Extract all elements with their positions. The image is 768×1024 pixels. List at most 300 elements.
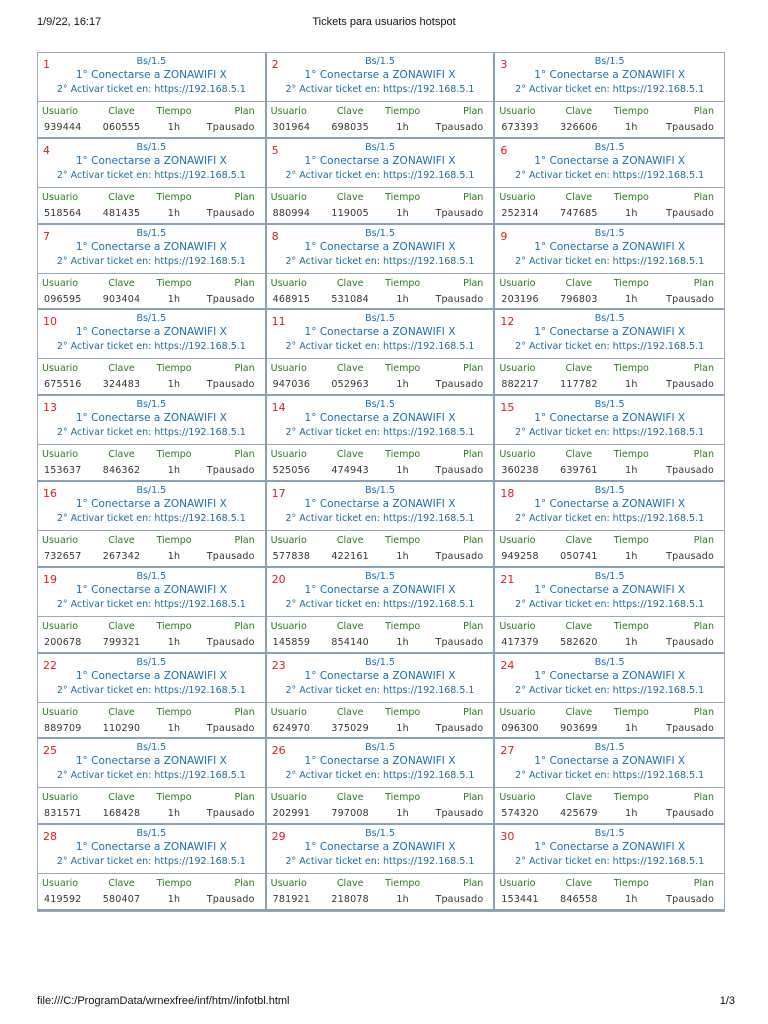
ticket-time: 1h — [625, 551, 638, 562]
ticket-plan: Tpausado — [435, 379, 484, 391]
column-header-tiempo: Tiempo — [613, 191, 649, 203]
ticket-user: 252314 — [501, 207, 539, 219]
ticket-plan: Tpausado — [206, 551, 255, 562]
ticket-plan: Tpausado — [206, 207, 255, 219]
column-header-plan: Plan — [234, 878, 255, 890]
ticket-card — [495, 396, 724, 482]
column-header-plan: Plan — [234, 792, 255, 804]
ticket-password: 117782 — [560, 379, 598, 391]
column-header-plan: Plan — [234, 277, 255, 289]
ticket-number: 26 — [271, 744, 286, 758]
column-header-clave: Clave — [336, 792, 364, 804]
ticket-activate-instruction: 2° Activar ticket en: https://192.168.5.1 — [285, 856, 475, 868]
ticket-activate-instruction: 2° Activar ticket en: https://192.168.5.1 — [515, 770, 705, 782]
ticket-header — [267, 739, 494, 787]
column-header-plan: Plan — [463, 277, 484, 289]
column-header-plan: Plan — [463, 191, 484, 203]
ticket-column-headers — [495, 192, 724, 203]
ticket-column-headers — [267, 707, 494, 718]
ticket-column-headers — [38, 707, 265, 718]
ticket-plan: Tpausado — [666, 293, 714, 305]
page-number: 1/3 — [719, 995, 735, 1007]
ticket-time: 1h — [396, 551, 409, 562]
column-header-clave: Clave — [565, 277, 593, 289]
ticket-password: 846362 — [102, 465, 141, 477]
column-header-tiempo: Tiempo — [613, 449, 649, 461]
ticket-number: 25 — [43, 744, 57, 758]
column-header-tiempo: Tiempo — [385, 706, 421, 718]
ticket-column-headers — [267, 792, 494, 803]
ticket-number: 20 — [271, 572, 286, 586]
column-header-clave: Clave — [336, 191, 364, 203]
ticket-price: Bs/1.5 — [136, 656, 167, 668]
ticket-column-headers — [267, 449, 494, 460]
ticket-card — [38, 53, 267, 139]
ticket-column-headers — [495, 363, 724, 374]
ticket-card — [495, 139, 724, 225]
ticket-price: Bs/1.5 — [594, 141, 625, 153]
ticket-header — [38, 568, 265, 616]
column-header-plan: Plan — [693, 106, 714, 117]
ticket-connect-instruction: 1° Conectarse a ZONAWIFI X — [304, 240, 456, 253]
ticket-header — [38, 396, 265, 444]
ticket-connect-instruction: 1° Conectarse a ZONAWIFI X — [75, 412, 227, 425]
ticket-price: Bs/1.5 — [136, 485, 167, 496]
ticket-password: 050741 — [560, 551, 598, 562]
column-header-plan: Plan — [693, 706, 714, 718]
ticket-password: 797008 — [331, 808, 369, 820]
ticket-activate-instruction: 2° Activar ticket en: https://192.168.5.1 — [285, 255, 475, 267]
ticket-connect-instruction: 1° Conectarse a ZONAWIFI X — [304, 412, 456, 425]
ticket-user: 673393 — [501, 122, 539, 133]
ticket-user: 096300 — [501, 722, 539, 734]
ticket-column-headers — [267, 106, 494, 117]
ticket-connect-instruction: 1° Conectarse a ZONAWIFI X — [75, 583, 227, 596]
ticket-card — [38, 739, 267, 825]
ticket-plan: Tpausado — [206, 808, 255, 820]
ticket-plan: Tpausado — [435, 636, 484, 648]
ticket-column-headers — [495, 535, 724, 546]
ticket-activate-instruction: 2° Activar ticket en: https://192.168.5.1 — [515, 255, 705, 267]
ticket-activate-instruction: 2° Activar ticket en: https://192.168.5.1 — [515, 684, 705, 696]
ticket-divider — [495, 187, 724, 188]
ticket-price: Bs/1.5 — [136, 141, 167, 153]
ticket-activate-instruction: 2° Activar ticket en: https://192.168.5.1 — [285, 770, 475, 782]
ticket-number: 2 — [271, 58, 279, 71]
ticket-divider — [267, 444, 494, 445]
column-header-usuario: Usuario — [270, 449, 307, 461]
ticket-activate-instruction: 2° Activar ticket en: https://192.168.5.1 — [285, 427, 475, 439]
column-header-usuario: Usuario — [42, 277, 79, 289]
ticket-user: 153441 — [501, 894, 539, 906]
ticket-number: 27 — [500, 744, 515, 758]
column-header-clave: Clave — [336, 363, 364, 375]
ticket-divider — [267, 702, 494, 703]
ticket-header — [495, 654, 724, 702]
ticket-connect-instruction: 1° Conectarse a ZONAWIFI X — [304, 498, 456, 510]
ticket-divider — [495, 444, 724, 445]
ticket-card — [495, 825, 724, 911]
ticket-divider — [38, 616, 265, 617]
ticket-values — [495, 122, 724, 133]
ticket-number: 23 — [271, 658, 286, 672]
ticket-values — [495, 208, 724, 219]
ticket-user: 525056 — [272, 465, 311, 477]
ticket-time: 1h — [625, 636, 638, 648]
ticket-values — [38, 723, 265, 734]
column-header-plan: Plan — [693, 620, 714, 632]
column-header-tiempo: Tiempo — [156, 191, 192, 203]
column-header-usuario: Usuario — [42, 792, 79, 804]
ticket-values — [267, 122, 494, 133]
ticket-plan: Tpausado — [435, 894, 484, 906]
ticket-password: 698035 — [331, 122, 369, 133]
ticket-column-headers — [495, 278, 724, 289]
column-header-plan: Plan — [693, 363, 714, 375]
ticket-connect-instruction: 1° Conectarse a ZONAWIFI X — [534, 69, 686, 81]
ticket-user: 301964 — [272, 122, 311, 133]
column-header-clave: Clave — [565, 106, 593, 117]
column-header-tiempo: Tiempo — [156, 706, 192, 718]
ticket-header — [495, 739, 724, 787]
ticket-connect-instruction: 1° Conectarse a ZONAWIFI X — [534, 755, 686, 768]
column-header-tiempo: Tiempo — [385, 878, 421, 890]
ticket-plan: Tpausado — [666, 465, 714, 477]
ticket-number: 3 — [500, 58, 508, 71]
ticket-number: 1 — [43, 58, 50, 71]
ticket-connect-instruction: 1° Conectarse a ZONAWIFI X — [75, 669, 227, 682]
ticket-connect-instruction: 1° Conectarse a ZONAWIFI X — [534, 841, 686, 854]
ticket-password: 218078 — [331, 894, 369, 906]
ticket-price: Bs/1.5 — [136, 399, 167, 411]
ticket-header — [495, 482, 724, 530]
ticket-price: Bs/1.5 — [365, 56, 395, 67]
ticket-card — [267, 654, 496, 740]
ticket-user: 360238 — [501, 465, 539, 477]
ticket-connect-instruction: 1° Conectarse a ZONAWIFI X — [75, 69, 227, 81]
ticket-password: 854140 — [331, 636, 369, 648]
ticket-divider — [495, 616, 724, 617]
ticket-divider — [495, 358, 724, 359]
ticket-divider — [495, 873, 724, 874]
ticket-number: 9 — [500, 229, 508, 243]
column-header-clave: Clave — [108, 449, 135, 461]
ticket-values — [267, 894, 494, 905]
ticket-time: 1h — [625, 293, 638, 305]
ticket-number: 30 — [500, 830, 515, 844]
ticket-password: 052963 — [331, 379, 369, 391]
ticket-plan: Tpausado — [435, 293, 484, 305]
column-header-usuario: Usuario — [270, 792, 307, 804]
ticket-user: 574320 — [501, 808, 539, 820]
column-header-usuario: Usuario — [42, 878, 79, 890]
ticket-divider — [495, 702, 724, 703]
ticket-number: 19 — [43, 572, 57, 586]
column-header-usuario: Usuario — [42, 363, 79, 375]
ticket-connect-instruction: 1° Conectarse a ZONAWIFI X — [534, 498, 686, 510]
column-header-plan: Plan — [463, 449, 484, 461]
column-header-usuario: Usuario — [270, 535, 307, 546]
ticket-card — [267, 825, 496, 911]
ticket-values — [38, 808, 265, 819]
ticket-values — [267, 551, 494, 562]
ticket-card — [495, 310, 724, 396]
ticket-price: Bs/1.5 — [365, 485, 395, 496]
ticket-activate-instruction: 2° Activar ticket en: https://192.168.5.1 — [285, 598, 475, 610]
ticket-activate-instruction: 2° Activar ticket en: https://192.168.5.1 — [515, 598, 705, 610]
ticket-password: 119005 — [331, 207, 369, 219]
ticket-price: Bs/1.5 — [594, 485, 625, 496]
ticket-column-headers — [38, 192, 265, 203]
ticket-time: 1h — [167, 894, 181, 906]
ticket-values — [267, 379, 494, 390]
column-header-usuario: Usuario — [270, 878, 307, 890]
ticket-price: Bs/1.5 — [594, 570, 625, 582]
column-header-usuario: Usuario — [42, 706, 79, 718]
ticket-user: 732657 — [44, 551, 82, 562]
ticket-header — [38, 825, 265, 873]
ticket-number: 5 — [271, 143, 279, 157]
ticket-values — [267, 723, 494, 734]
ticket-header — [267, 225, 494, 273]
ticket-activate-instruction: 2° Activar ticket en: https://192.168.5.1 — [515, 84, 705, 95]
print-datetime: 1/9/22, 16:17 — [37, 16, 102, 28]
ticket-number: 11 — [271, 315, 286, 329]
column-header-clave: Clave — [565, 363, 593, 375]
ticket-plan: Tpausado — [435, 207, 484, 219]
ticket-divider — [267, 187, 494, 188]
ticket-grid — [37, 52, 725, 912]
ticket-time: 1h — [167, 551, 181, 562]
ticket-values — [495, 723, 724, 734]
column-header-clave: Clave — [108, 363, 135, 375]
ticket-values — [495, 808, 724, 819]
ticket-divider — [267, 358, 494, 359]
ticket-divider — [38, 444, 265, 445]
column-header-clave: Clave — [108, 277, 135, 289]
ticket-plan: Tpausado — [666, 722, 714, 734]
ticket-column-headers — [267, 192, 494, 203]
ticket-user: 202991 — [272, 808, 311, 820]
column-header-usuario: Usuario — [499, 792, 536, 804]
ticket-card — [38, 482, 267, 568]
ticket-user: 947036 — [272, 379, 311, 391]
ticket-password: 324483 — [102, 379, 141, 391]
ticket-time: 1h — [396, 636, 409, 648]
ticket-header — [495, 53, 724, 101]
ticket-column-headers — [38, 106, 265, 117]
ticket-time: 1h — [396, 465, 409, 477]
ticket-connect-instruction: 1° Conectarse a ZONAWIFI X — [75, 755, 227, 768]
ticket-column-headers — [38, 878, 265, 889]
column-header-clave: Clave — [565, 620, 593, 632]
ticket-plan: Tpausado — [666, 808, 714, 820]
ticket-user: 624970 — [272, 722, 311, 734]
column-header-tiempo: Tiempo — [156, 878, 192, 890]
ticket-activate-instruction: 2° Activar ticket en: https://192.168.5.1 — [285, 84, 475, 95]
column-header-clave: Clave — [565, 191, 593, 203]
ticket-card — [38, 310, 267, 396]
ticket-activate-instruction: 2° Activar ticket en: https://192.168.5.1 — [56, 513, 246, 524]
ticket-column-headers — [267, 363, 494, 374]
ticket-header — [267, 310, 494, 358]
ticket-price: Bs/1.5 — [365, 656, 395, 668]
ticket-divider — [495, 101, 724, 102]
column-header-plan: Plan — [463, 620, 484, 632]
ticket-connect-instruction: 1° Conectarse a ZONAWIFI X — [304, 583, 456, 596]
ticket-values — [38, 379, 265, 390]
ticket-number: 24 — [500, 658, 515, 672]
ticket-activate-instruction: 2° Activar ticket en: https://192.168.5.1 — [56, 84, 246, 95]
ticket-plan: Tpausado — [435, 465, 484, 477]
ticket-header — [38, 654, 265, 702]
column-header-tiempo: Tiempo — [613, 792, 649, 804]
ticket-column-headers — [495, 707, 724, 718]
column-header-tiempo: Tiempo — [385, 620, 421, 632]
column-header-clave: Clave — [108, 878, 135, 890]
ticket-values — [38, 465, 265, 476]
ticket-card — [267, 396, 496, 482]
column-header-usuario: Usuario — [42, 620, 79, 632]
ticket-divider — [267, 101, 494, 102]
column-header-usuario: Usuario — [270, 191, 307, 203]
ticket-password: 639761 — [560, 465, 598, 477]
ticket-user: 203196 — [501, 293, 539, 305]
ticket-password: 060555 — [102, 122, 141, 133]
ticket-plan: Tpausado — [666, 379, 714, 391]
column-header-usuario: Usuario — [270, 277, 307, 289]
column-header-plan: Plan — [234, 191, 255, 203]
column-header-tiempo: Tiempo — [613, 535, 649, 546]
ticket-divider — [495, 273, 724, 274]
ticket-number: 8 — [271, 229, 279, 243]
ticket-price: Bs/1.5 — [136, 742, 167, 754]
column-header-tiempo: Tiempo — [385, 449, 421, 461]
ticket-header — [495, 225, 724, 273]
ticket-header — [38, 310, 265, 358]
ticket-header — [38, 139, 265, 187]
ticket-number: 6 — [500, 143, 508, 157]
ticket-activate-instruction: 2° Activar ticket en: https://192.168.5.1 — [56, 341, 246, 353]
ticket-number: 18 — [500, 487, 515, 500]
ticket-password: 422161 — [331, 551, 369, 562]
ticket-column-headers — [267, 621, 494, 632]
ticket-values — [267, 465, 494, 476]
column-header-clave: Clave — [336, 277, 364, 289]
ticket-column-headers — [38, 621, 265, 632]
column-header-tiempo: Tiempo — [156, 363, 192, 375]
column-header-plan: Plan — [693, 792, 714, 804]
ticket-card — [38, 396, 267, 482]
column-header-tiempo: Tiempo — [613, 363, 649, 375]
ticket-activate-instruction: 2° Activar ticket en: https://192.168.5.1 — [285, 513, 475, 524]
ticket-card — [38, 654, 267, 740]
ticket-connect-instruction: 1° Conectarse a ZONAWIFI X — [534, 240, 686, 253]
column-header-clave: Clave — [336, 620, 364, 632]
ticket-column-headers — [495, 878, 724, 889]
column-header-usuario: Usuario — [270, 106, 307, 117]
ticket-number: 28 — [43, 830, 57, 844]
column-header-clave: Clave — [565, 792, 593, 804]
column-header-tiempo: Tiempo — [156, 106, 192, 117]
ticket-price: Bs/1.5 — [594, 656, 625, 668]
ticket-column-headers — [495, 449, 724, 460]
column-header-plan: Plan — [463, 706, 484, 718]
page-title: Tickets para usuarios hotspot — [312, 16, 456, 28]
ticket-password: 425679 — [560, 808, 598, 820]
ticket-time: 1h — [167, 293, 181, 305]
ticket-card — [38, 825, 267, 911]
ticket-card — [495, 654, 724, 740]
ticket-price: Bs/1.5 — [365, 828, 395, 840]
ticket-price: Bs/1.5 — [365, 570, 395, 582]
column-header-usuario: Usuario — [499, 878, 536, 890]
column-header-usuario: Usuario — [499, 620, 536, 632]
ticket-number: 12 — [500, 315, 515, 329]
column-header-clave: Clave — [565, 706, 593, 718]
ticket-activate-instruction: 2° Activar ticket en: https://192.168.5.1 — [285, 684, 475, 696]
ticket-password: 110290 — [102, 722, 141, 734]
column-header-clave: Clave — [336, 535, 364, 546]
ticket-price: Bs/1.5 — [136, 313, 167, 325]
column-header-usuario: Usuario — [270, 706, 307, 718]
ticket-price: Bs/1.5 — [365, 399, 395, 411]
ticket-card — [267, 739, 496, 825]
column-header-tiempo: Tiempo — [613, 106, 649, 117]
column-header-plan: Plan — [463, 878, 484, 890]
ticket-price: Bs/1.5 — [594, 742, 625, 754]
column-header-plan: Plan — [234, 535, 255, 546]
ticket-values — [38, 208, 265, 219]
column-header-plan: Plan — [693, 277, 714, 289]
ticket-connect-instruction: 1° Conectarse a ZONAWIFI X — [304, 841, 456, 854]
ticket-header — [495, 310, 724, 358]
ticket-values — [267, 637, 494, 648]
ticket-connect-instruction: 1° Conectarse a ZONAWIFI X — [75, 326, 227, 339]
ticket-connect-instruction: 1° Conectarse a ZONAWIFI X — [534, 412, 686, 425]
ticket-activate-instruction: 2° Activar ticket en: https://192.168.5.1 — [56, 169, 246, 181]
ticket-column-headers — [38, 535, 265, 546]
ticket-plan: Tpausado — [435, 122, 484, 133]
column-header-tiempo: Tiempo — [385, 363, 421, 375]
ticket-connect-instruction: 1° Conectarse a ZONAWIFI X — [75, 240, 227, 253]
column-header-tiempo: Tiempo — [385, 535, 421, 546]
column-header-plan: Plan — [234, 706, 255, 718]
ticket-user: 096595 — [44, 293, 82, 305]
column-header-plan: Plan — [693, 878, 714, 890]
ticket-price: Bs/1.5 — [136, 56, 167, 67]
ticket-connect-instruction: 1° Conectarse a ZONAWIFI X — [304, 669, 456, 682]
ticket-card — [267, 53, 496, 139]
ticket-password: 903699 — [560, 722, 598, 734]
ticket-divider — [38, 273, 265, 274]
column-header-clave: Clave — [108, 106, 135, 117]
ticket-values — [267, 294, 494, 305]
ticket-activate-instruction: 2° Activar ticket en: https://192.168.5.1 — [56, 427, 246, 439]
column-header-clave: Clave — [108, 792, 135, 804]
ticket-price: Bs/1.5 — [365, 227, 395, 239]
ticket-values — [267, 208, 494, 219]
ticket-user: 949258 — [501, 551, 539, 562]
ticket-plan: Tpausado — [435, 551, 484, 562]
ticket-activate-instruction: 2° Activar ticket en: https://192.168.5.1 — [56, 684, 246, 696]
ticket-user: 200678 — [44, 636, 82, 648]
column-header-clave: Clave — [565, 449, 593, 461]
ticket-header — [267, 654, 494, 702]
column-header-tiempo: Tiempo — [385, 106, 421, 117]
column-header-plan: Plan — [234, 449, 255, 461]
ticket-price: Bs/1.5 — [365, 141, 395, 153]
